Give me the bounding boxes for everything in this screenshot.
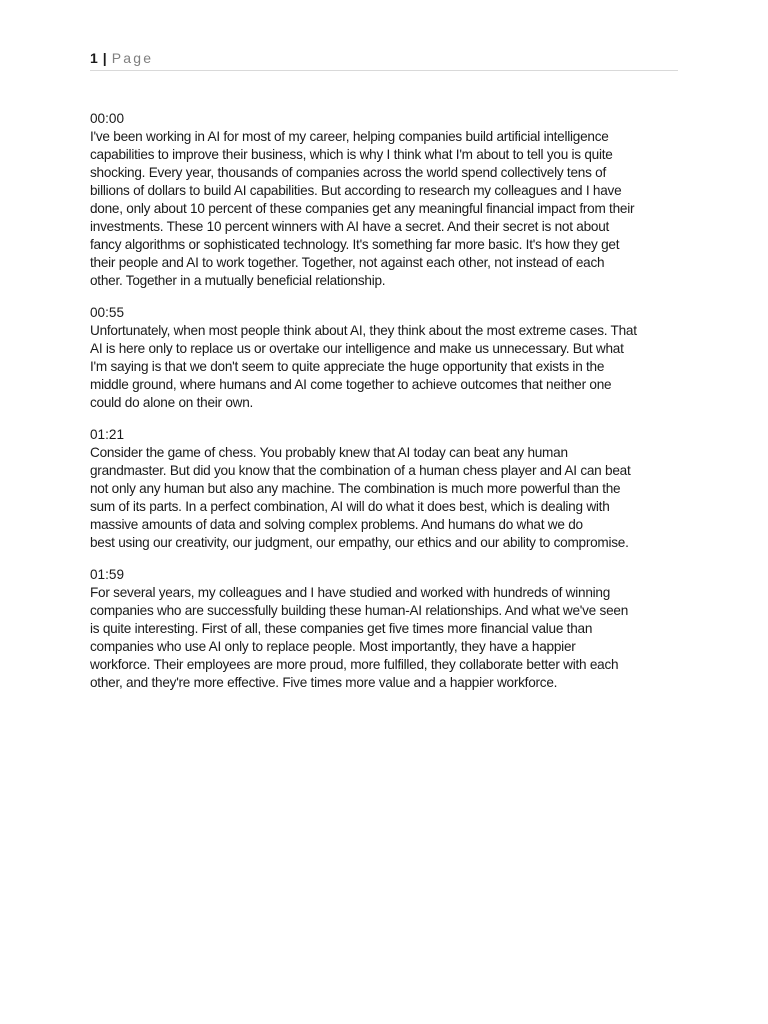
text-line: Unfortunately, when most people think about AI, they think about the most extreme cases. That bbox=[90, 323, 637, 338]
transcript-section bbox=[90, 304, 690, 412]
text-line: shocking. Every year, thousands of companies across the world spend collectively tens of bbox=[90, 165, 606, 180]
paragraph bbox=[90, 322, 690, 412]
text-line: other, and they're more effective. Five times more value and a happier workforce. bbox=[90, 675, 558, 690]
text-line: I've been working in AI for most of my career, helping companies build artificial intelligence bbox=[90, 129, 609, 144]
text-line: is quite interesting. First of all, these companies get five times more financial value than bbox=[90, 621, 593, 636]
transcript-body bbox=[90, 110, 690, 706]
text-line: grandmaster. But did you know that the combination of a human chess player and AI can beat bbox=[90, 463, 631, 478]
text-line: middle ground, where humans and AI come together to achieve outcomes that neither one bbox=[90, 377, 612, 392]
text-line: companies who use AI only to replace people. Most importantly, they have a happier bbox=[90, 639, 576, 654]
text-line: fancy algorithms or sophisticated technology. It's something far more basic. It's how they get bbox=[90, 237, 620, 252]
paragraph bbox=[90, 584, 690, 692]
text-line: AI is here only to replace us or overtake our intelligence and make us unnecessary. But what bbox=[90, 341, 624, 356]
text-line: For several years, my colleagues and I have studied and worked with hundreds of winning bbox=[90, 585, 611, 600]
transcript-section bbox=[90, 566, 690, 692]
transcript-section bbox=[90, 426, 690, 552]
text-line: massive amounts of data and solving complex problems. And humans do what we do bbox=[90, 517, 583, 532]
timestamp: 01:59 bbox=[90, 567, 125, 582]
text-line: other. Together in a mutually beneficial relationship. bbox=[90, 273, 386, 288]
transcript-section bbox=[90, 110, 690, 290]
timestamp: 00:00 bbox=[90, 111, 125, 126]
paragraph bbox=[90, 444, 690, 552]
text-line: their people and AI to work together. Together, not against each other, not instead of each bbox=[90, 255, 605, 270]
text-line: could do alone on their own. bbox=[90, 395, 254, 410]
text-line: I'm saying is that we don't seem to quite appreciate the huge opportunity that exists in the bbox=[90, 359, 605, 374]
text-line: capabilities to improve their business, which is why I think what I'm about to tell you is quite bbox=[90, 147, 613, 162]
text-line: companies who are successfully building these human-AI relationships. And what we've seen bbox=[90, 603, 629, 618]
page-header bbox=[90, 49, 678, 71]
text-line: best using our creativity, our judgment, our empathy, our ethics and our ability to compromise. bbox=[90, 535, 629, 550]
page-separator: | bbox=[102, 50, 107, 66]
text-line: billions of dollars to build AI capabilities. But according to research my colleagues and I have bbox=[90, 183, 622, 198]
text-line: not only any human but also any machine. The combination is much more powerful than the bbox=[90, 481, 621, 496]
page-number: 1 bbox=[90, 50, 98, 66]
timestamp: 01:21 bbox=[90, 427, 125, 442]
text-line: investments. These 10 percent winners with AI have a secret. And their secret is not about bbox=[90, 219, 610, 234]
page-label: Page bbox=[111, 50, 154, 66]
text-line: sum of its parts. In a perfect combination, AI will do what it does best, which is dealing with bbox=[90, 499, 610, 514]
paragraph bbox=[90, 128, 690, 290]
timestamp: 00:55 bbox=[90, 305, 125, 320]
text-line: Consider the game of chess. You probably knew that AI today can beat any human bbox=[90, 445, 568, 460]
text-line: workforce. Their employees are more proud, more fulfilled, they collaborate better with each bbox=[90, 657, 619, 672]
text-line: done, only about 10 percent of these companies get any meaningful financial impact from their bbox=[90, 201, 635, 216]
